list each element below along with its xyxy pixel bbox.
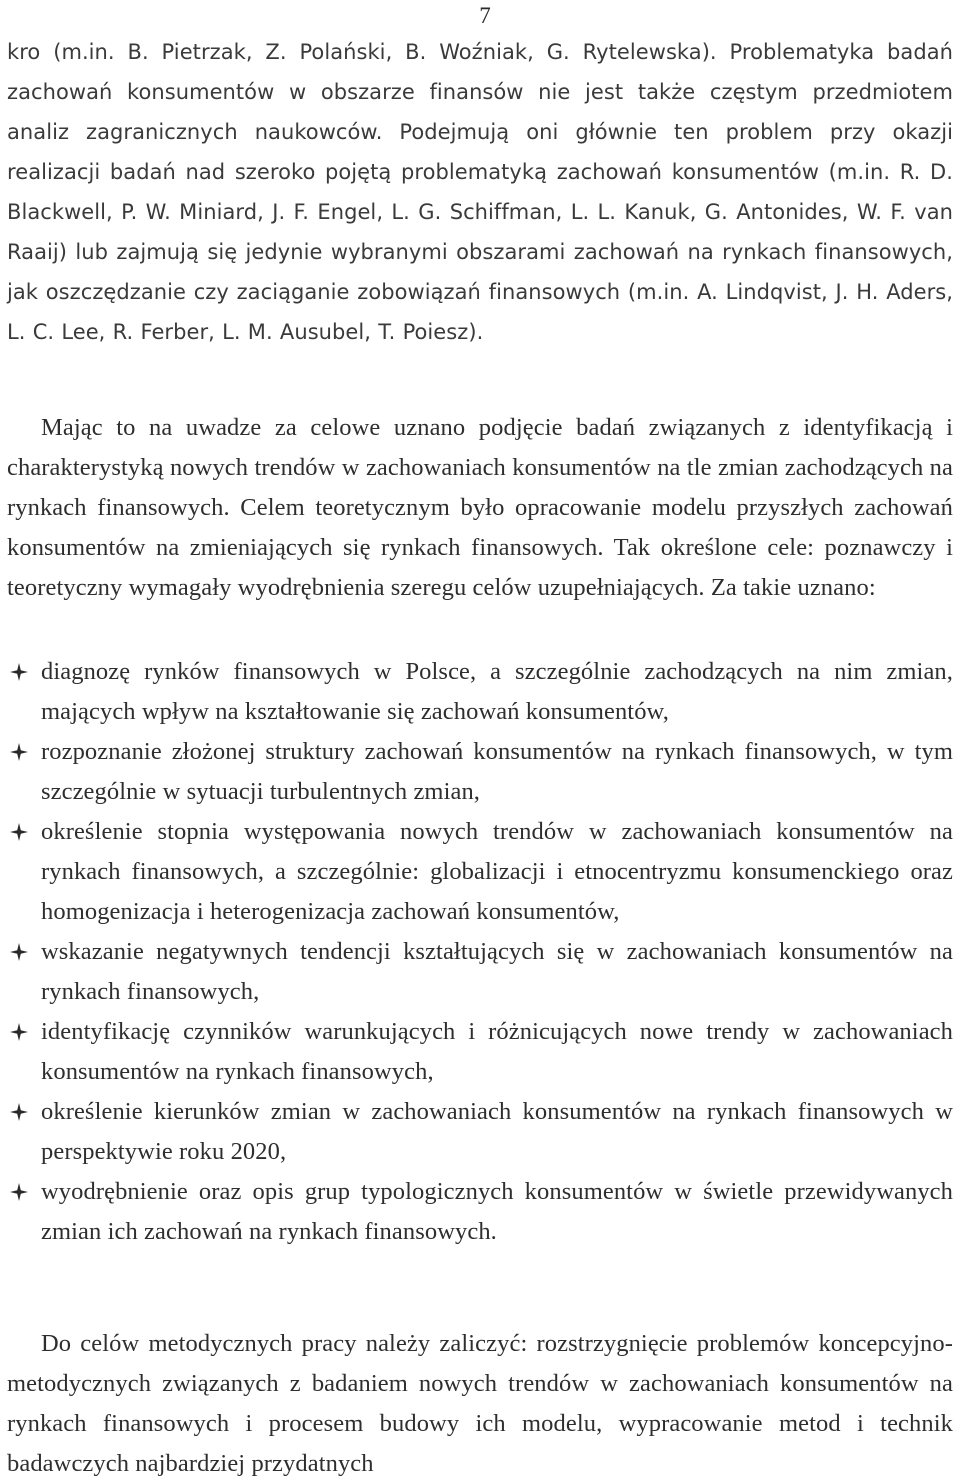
list-item-text: określenie stopnia występowania nowych trendów w zachowaniach konsumentów na rynkach finansowych, a szczególnie: globalizacji i etnocentryzmu konsumenckiego oraz homogenizacja i heterogenizacja zachowań konsumentów, [41, 818, 953, 925]
paragraph-methodological-goals: Do celów metodycznych pracy należy zaliczyć: rozstrzygnięcie problemów koncepcyjno-metodycznych związanych z badaniem nowych trendów w zachowaniach konsumentów na rynkach finansowych i procesem budowy ich modelu, wypracowanie metod i technik badawczych najbardziej przydatnych [7, 1330, 953, 1477]
list-item [7, 1012, 953, 1092]
paragraph-research-aims: Mając to na uwadze za celowe uznano podjęcie badań związanych z identyfikacją i charakterystyką nowych trendów w zachowaniach konsumentów na tle zmian zachodzących na rynkach finansowych. Celem teoretycznym było opracowanie modelu przyszłych zachowań konsumentów na zmieniających się rynkach finansowych. Tak określone cele: poznawczy i teoretyczny wymagały wyodrębnienia szeregu celów uzupełniających. Za takie uznano: [7, 414, 953, 601]
list-item-text: diagnozę rynków finansowych w Polsce, a szczególnie zachodzących na nim zmian, mających wpływ na kształtowanie się zachowań konsumentów, [41, 658, 953, 725]
list-item-text: wyodrębnienie oraz opis grup typologicznych konsumentów w świetle przewidywanych zmian ich zachowań na rynkach finansowych. [41, 1178, 953, 1245]
four-pointed-star-icon [7, 1012, 31, 1052]
list-item-text: identyfikację czynników warunkujących i różnicujących nowe trendy w zachowaniach konsumentów na rynkach finansowych, [41, 1018, 953, 1085]
four-pointed-star-icon [7, 732, 31, 772]
four-pointed-star-icon [7, 1092, 31, 1132]
four-pointed-star-icon [7, 812, 31, 852]
list-item-text: rozpoznanie złożonej struktury zachowań konsumentów na rynkach finansowych, w tym szczególnie w sytuacji turbulentnych zmian, [41, 738, 953, 805]
paragraph-literature-review: kro (m.in. B. Pietrzak, Z. Polański, B. Woźniak, G. Rytelewska). Problematyka badań zachowań konsumentów w obszarze finansów nie jest także częstym przedmiotem analiz zagranicznych naukowców. Podejmują oni głównie ten problem przy okazji realizacji badań nad szeroko pojętą problematyką zachowań konsumentów (m.in. R. D. Blackwell, P. W. Miniard, J. F. Engel, L. G. Schiffman, L. L. Kanuk, G. Antonides, W. F. van Raaij) lub zajmują się jedynie wybranymi obszarami zachowań na rynkach finansowych, jak oszczędzanie czy zaciąganie zobowiązań finansowych (m.in. A. Lindqvist, J. H. Aders, L. C. Lee, R. Ferber, L. M. Ausubel, T. Poiesz). [7, 40, 953, 344]
four-pointed-star-icon [7, 652, 31, 692]
supplementary-goals-list [7, 652, 953, 1252]
list-item [7, 932, 953, 1012]
list-item [7, 1092, 953, 1172]
list-item [7, 1172, 953, 1252]
page-number: 7 [479, 3, 491, 28]
four-pointed-star-icon [7, 932, 31, 972]
four-pointed-star-icon [7, 1172, 31, 1212]
list-item [7, 812, 953, 932]
list-item [7, 652, 953, 732]
list-item-text: określenie kierunków zmian w zachowaniach konsumentów na rynkach finansowych w perspektywie roku 2020, [41, 1098, 953, 1165]
list-item-text: wskazanie negatywnych tendencji kształtujących się w zachowaniach konsumentów na rynkach finansowych, [41, 938, 953, 1005]
list-item [7, 732, 953, 812]
